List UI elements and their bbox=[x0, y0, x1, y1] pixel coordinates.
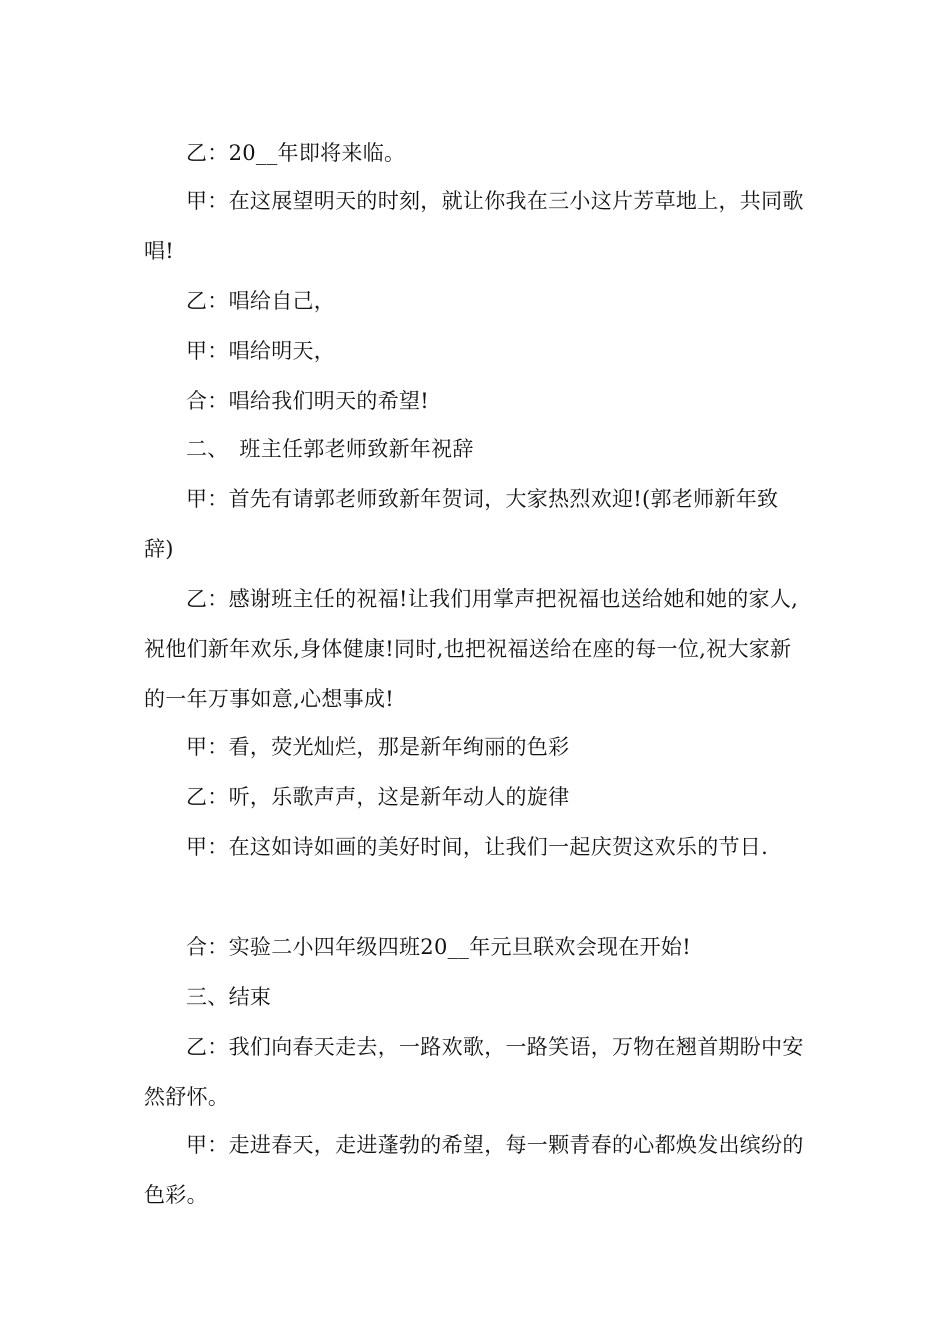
paragraph-8: 乙：感谢班主任的祝福!让我们用掌声把祝福也送给她和她的家人,祝他们新年欢乐,身体健康!同时,也把祝福送给在座的每一位,祝大家新的一年万事如意,心想事成! bbox=[144, 587, 799, 711]
paragraph-11: 甲：在这如诗如画的美好时间，让我们一起庆贺这欢乐的节日. bbox=[186, 835, 769, 859]
paragraph-9: 甲：看，荧光灿烂，那是新年绚丽的色彩 bbox=[186, 735, 570, 759]
paragraph-7: 甲：首先有请郭老师致新年贺词，大家热烈欢迎!(郭老师新年致辞) bbox=[144, 487, 779, 561]
paragraph-2: 甲：在这展望明天的时刻，就让你我在三小这片芳草地上，共同歌唱! bbox=[144, 189, 804, 263]
paragraph-5: 合：唱给我们明天的希望! bbox=[186, 389, 430, 413]
paragraph-1: 乙：20__年即将来临。 bbox=[186, 141, 406, 165]
paragraph-3: 乙：唱给自己， bbox=[186, 289, 336, 313]
paragraph-4: 甲：唱给明天， bbox=[186, 339, 336, 363]
section-heading-3: 三、结束 bbox=[186, 985, 272, 1009]
paragraph-15: 甲：走进春天，走进蓬勃的希望，每一颗青春的心都焕发出缤纷的色彩。 bbox=[144, 1133, 804, 1207]
paragraph-10: 乙：听，乐歌声声，这是新年动人的旋律 bbox=[186, 785, 570, 809]
section-heading-2: 二、 班主任郭老师致新年祝辞 bbox=[186, 437, 474, 461]
paragraph-14: 乙：我们向春天走去，一路欢歌，一路笑语，万物在翘首期盼中安然舒怀。 bbox=[144, 1035, 804, 1109]
paragraph-12: 合：实验二小四年级四班20__年元旦联欢会现在开始! bbox=[186, 935, 691, 959]
